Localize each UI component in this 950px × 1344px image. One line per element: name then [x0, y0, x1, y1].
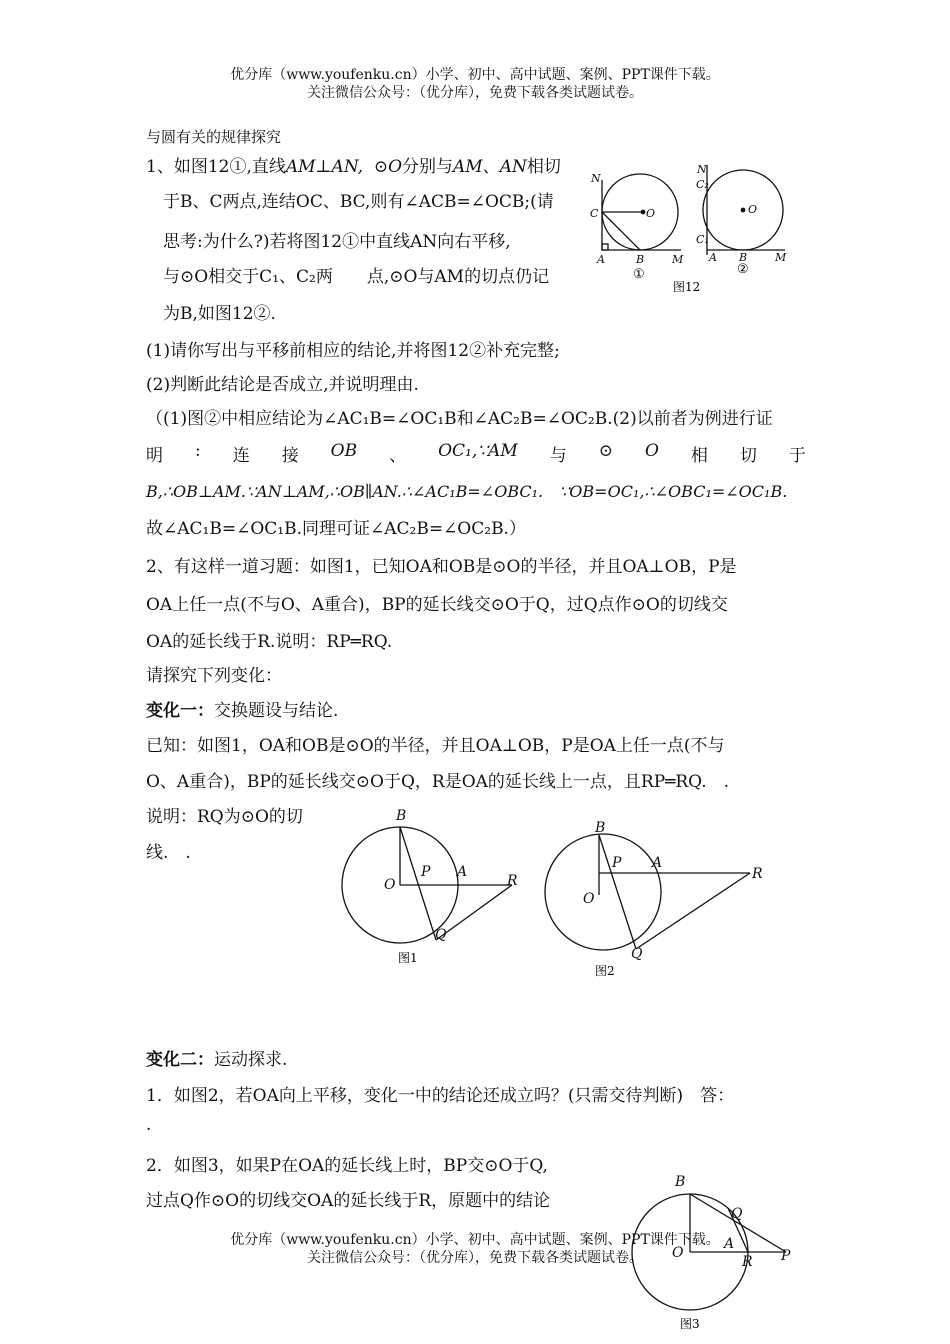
- variation-2-line-1: 1．如图2，若OA向上平移，变化一中的结论还成立吗？(只需交待判断) 答：: [146, 1086, 735, 1106]
- fig2-label-r: R: [752, 866, 763, 882]
- q1-answer-3: B,∴OB⊥AM.∵AN⊥AM,∴OB∥AN.∴∠AC₁B=∠OBC₁. ∵OB=OC₁,∴∠OBC₁=∠OC₁B.: [146, 482, 788, 501]
- fig3-label-q: Q: [731, 1206, 743, 1222]
- q1-part-1: (1)请你写出与平移前相应的结论,并将图12②补充完整;: [146, 341, 560, 361]
- fig12-right-angle: [602, 244, 608, 250]
- q1-line-4: 与⊙O相交于C₁、C₂两 点,⊙O与AM的切点仍记: [163, 267, 550, 287]
- q1-line-3: 思考:为什么?)若将图12①中直线AN向右平移,: [163, 232, 511, 252]
- fig12-label-m: M: [672, 253, 684, 266]
- fig1-line-qr: [436, 885, 512, 940]
- fig12-label-c2: C₂: [696, 178, 709, 191]
- variation-1-line-3: 说明：RQ为⊙O的切: [146, 807, 303, 827]
- q1-answer-2: 明 : 连 接 OB 、 OC₁,∵AM 与 ⊙ O 相 切 于: [146, 441, 806, 466]
- fig12-label-n: N: [591, 172, 601, 185]
- fig1-label-b: B: [396, 808, 407, 824]
- fig12-center-1: [641, 210, 646, 215]
- q1-line-5: 为B,如图12②.: [163, 304, 276, 324]
- variation-1-heading: 变化一：交换题设与结论.: [146, 701, 339, 721]
- header-line-1: 优分库（www.youfenku.cn）小学、初中、高中试题、案例、PPT课件下载。: [230, 67, 720, 83]
- fig2-label-q: Q: [631, 946, 643, 962]
- fig12-label-o: O: [646, 207, 656, 220]
- fig12-label-o-2: O: [748, 203, 758, 216]
- fig1-label-a: A: [457, 864, 468, 880]
- fig12-label-a-2: A: [709, 251, 717, 264]
- header-line-2: 关注微信公众号：（优分库），免费下载各类试题试卷。: [307, 85, 643, 101]
- fig3-label-a: A: [724, 1236, 735, 1252]
- figure-1: [340, 805, 530, 970]
- section-title: 与圆有关的规律探究: [146, 128, 282, 146]
- fig12-label-b: B: [636, 253, 645, 266]
- variation-2-heading: 变化二：运动探求.: [146, 1050, 288, 1070]
- fig3-caption: 图3: [680, 1317, 700, 1331]
- variation-2-line-1b: .: [146, 1115, 152, 1135]
- fig12-label-m-2: M: [775, 251, 787, 264]
- fig12-caption: 图12: [673, 280, 701, 294]
- figure-12: [585, 160, 800, 300]
- footer-line-1: 优分库（www.youfenku.cn）小学、初中、高中试题、案例、PPT课件下载。: [230, 1232, 720, 1248]
- fig2-label-p: P: [612, 855, 622, 871]
- fig12-label-c: C: [590, 207, 599, 220]
- fig2-line-qr: [636, 873, 750, 949]
- fig1-line-bq: [400, 827, 436, 940]
- fig2-label-b: B: [595, 820, 606, 836]
- fig12-sub-2: ②: [737, 262, 749, 277]
- fig1-label-q: Q: [435, 927, 447, 943]
- q2-line-1: 2、有这样一道习题：如图1，已知OA和OB是⊙O的半径，并且OA⊥OB，P是: [146, 557, 737, 577]
- footer-line-2: 关注微信公众号：（优分库），免费下载各类试题试卷。: [307, 1250, 643, 1266]
- q1-line-1: 1、如图12①,直线AM⊥AN, ⊙O分别与AM、AN相切: [146, 157, 561, 177]
- fig12-label-c1: C₁: [696, 233, 709, 246]
- fig3-label-p: P: [781, 1248, 791, 1264]
- q2-explore: 请探究下列变化：: [146, 666, 282, 686]
- fig12-sub-1: ①: [633, 267, 645, 282]
- fig3-label-b: B: [675, 1174, 686, 1190]
- fig1-label-p: P: [421, 864, 431, 880]
- variation-2-line-3: 过点Q作⊙O的切线交OA的延长线于R，原题中的结论: [146, 1191, 551, 1211]
- fig2-caption: 图2: [595, 964, 615, 978]
- q1-answer-4: 故∠AC₁B=∠OC₁B.同理可证∠AC₂B=∠OC₂B.）: [146, 519, 526, 539]
- variation-1-line-1: 已知：如图1，OA和OB是⊙O的半径，并且OA⊥OB，P是OA上任一点(不与: [146, 736, 725, 756]
- fig2-label-o: O: [583, 891, 595, 907]
- variation-1-line-4: 线. .: [146, 843, 191, 863]
- fig12-label-n-2: N: [697, 163, 707, 176]
- q1-line-2: 于B、C两点,连结OC、BC,则有∠ACB=∠OCB;(请: [163, 192, 554, 212]
- fig1-label-o: O: [384, 877, 396, 893]
- q2-line-2: OA上任一点(不与O、A重合)，BP的延长线交⊙O于Q，过Q点作⊙O的切线交: [146, 595, 728, 615]
- fig3-label-r: R: [742, 1254, 753, 1270]
- fig12-label-b-2: B: [739, 251, 748, 264]
- fig2-label-a: A: [652, 855, 663, 871]
- fig12-center-2: [741, 208, 746, 213]
- q1-part-2: (2)判断此结论是否成立,并说明理由.: [146, 375, 419, 395]
- q1-answer-1: （(1)图②中相应结论为∠AC₁B=∠OC₁B和∠AC₂B=∠OC₂B.(2)以前者为例进行证: [146, 409, 773, 429]
- fig1-label-r: R: [507, 873, 518, 889]
- variation-1-line-2: O、A重合)，BP的延长线交⊙O于Q，R是OA的延长线上一点，且RP═RQ. .: [146, 772, 730, 792]
- variation-2-line-2: 2．如图3，如果P在OA的延长线上时，BP交⊙O于Q,: [146, 1156, 548, 1176]
- fig1-caption: 图1: [398, 951, 418, 965]
- q2-line-3: OA的延长线于R.说明：RP═RQ.: [146, 632, 393, 652]
- fig12-label-a: A: [597, 253, 605, 266]
- fig3-label-o: O: [672, 1245, 684, 1261]
- fig2-line-bq: [599, 835, 636, 949]
- fig2-circle: [545, 834, 661, 950]
- figure-2: [540, 815, 770, 980]
